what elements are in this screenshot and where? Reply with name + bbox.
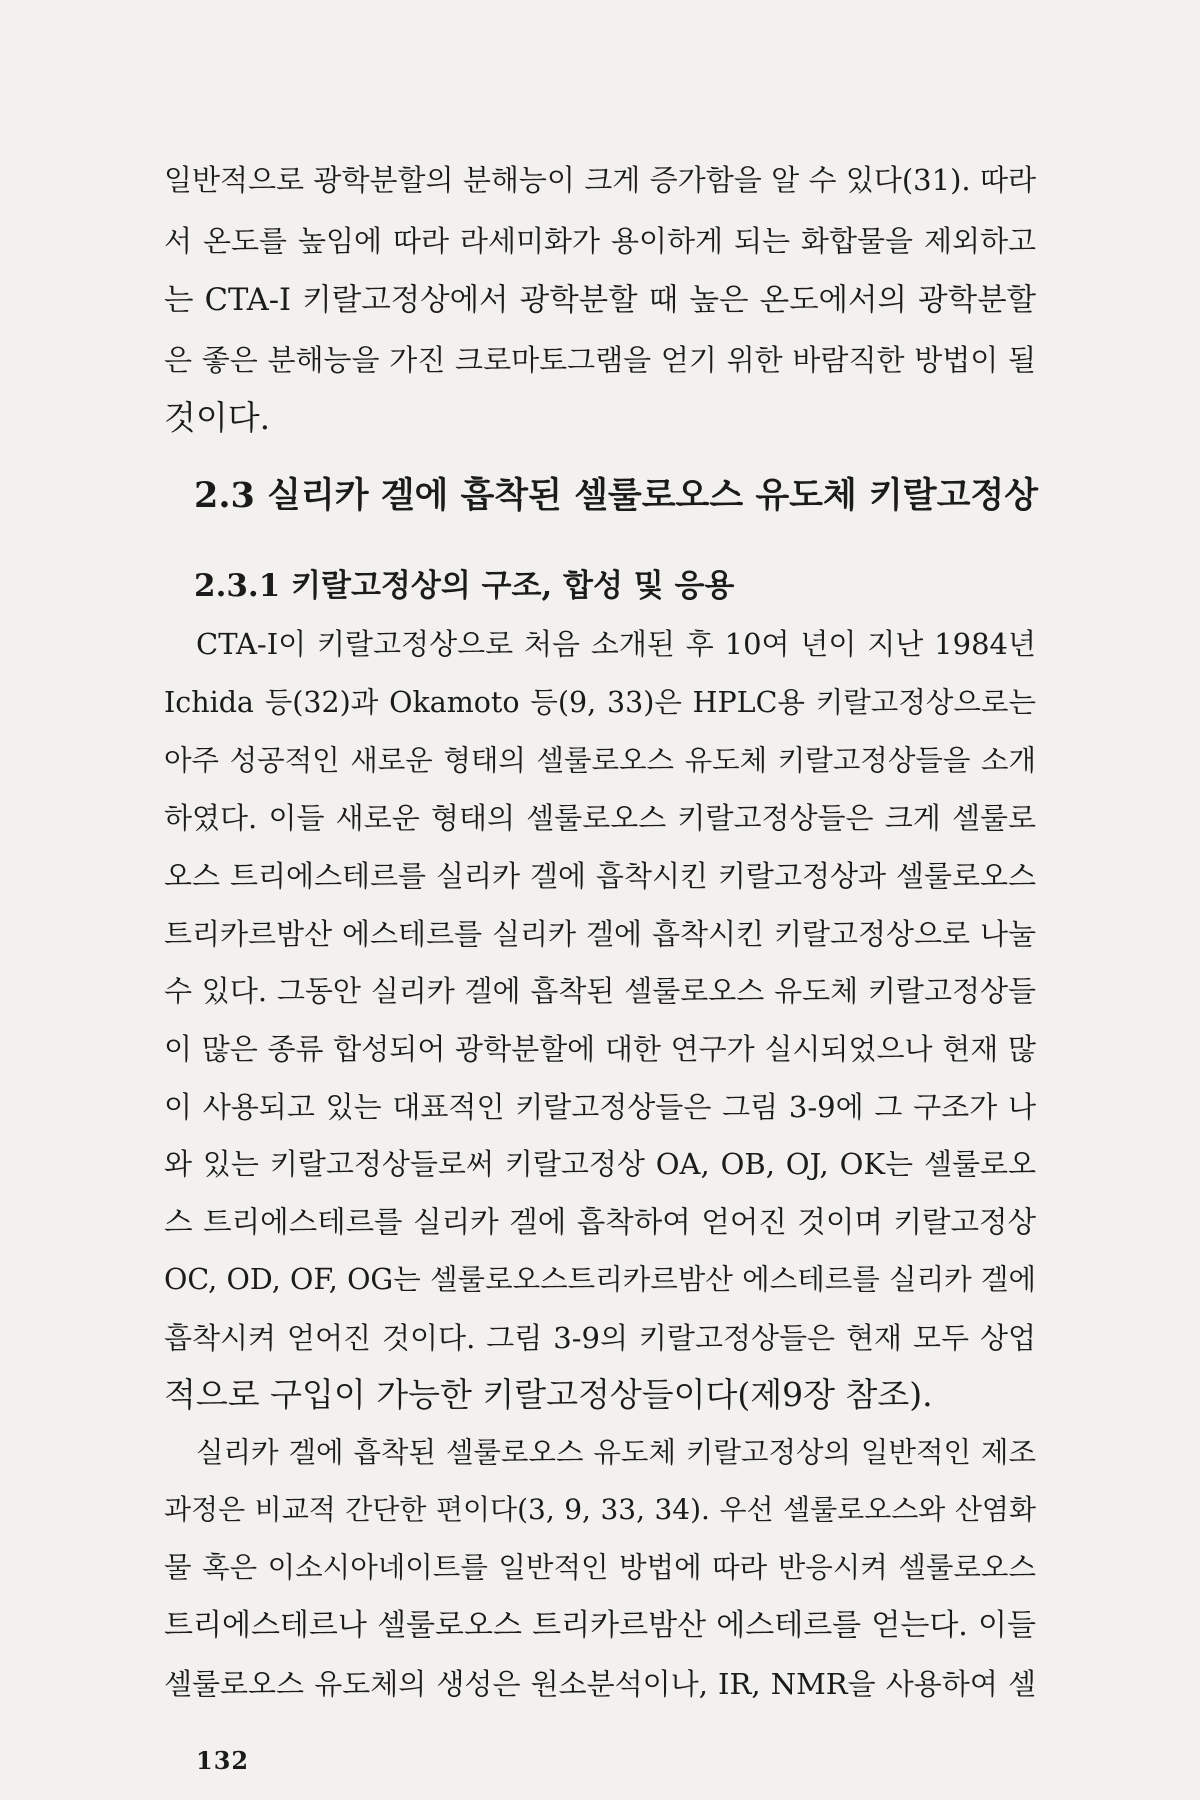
section-heading: 2.3 실리카 겔에 흡착된 셀룰로오스 유도체 키랄고정상 [194, 475, 1039, 516]
paragraph-2-line-12: OC, OD, OF, OG는 셀룰로오스트리카르밤산 에스테르를 실리카 겔에 [164, 1263, 1036, 1296]
paragraph-2-line-2: Ichida 등(32)과 Okamoto 등(9, 33)은 HPLC용 키랄고정상으로는 [164, 686, 1036, 719]
paragraph-3-line-4: 트리에스테르나 셀룰로오스 트리카르밤산 에스테르를 얻는다. 이들 [164, 1608, 1036, 1643]
paragraph-1-line-3: 는 CTA-I 키랄고정상에서 광학분할 때 높은 온도에서의 광학분할 [164, 283, 1036, 318]
paragraph-2-line-3: 아주 성공적인 새로운 형태의 셀룰로오스 유도체 키랄고정상들을 소개 [164, 744, 1036, 777]
paragraph-2-line-13: 흡착시켜 얻어진 것이다. 그림 3-9의 키랄고정상들은 현재 모두 상업 [164, 1321, 1036, 1355]
paragraph-3-line-3: 물 혹은 이소시아네이트를 일반적인 방법에 따라 반응시켜 셀룰로오스 [164, 1551, 1036, 1584]
paragraph-2-line-4: 하였다. 이들 새로운 형태의 셀룰로오스 키랄고정상들은 크게 셀룰로 [164, 801, 1036, 835]
paragraph-2-line-11: 스 트리에스테르를 실리카 겔에 흡착하여 얻어진 것이며 키랄고정상 [164, 1205, 1036, 1239]
paragraph-2-line-7: 수 있다. 그동안 실리카 겔에 흡착된 셀룰로오스 유도체 키랄고정상들 [164, 974, 1036, 1008]
page-number: 132 [196, 1746, 250, 1775]
paragraph-3-line-5: 셀룰로오스 유도체의 생성은 원소분석이나, IR, NMR을 사용하여 셀 [164, 1667, 1036, 1701]
paragraph-2-line-1: CTA-I이 키랄고정상으로 처음 소개된 후 10여 년이 지난 1984년 [196, 627, 1036, 661]
paragraph-3-line-1: 실리카 겔에 흡착된 셀룰로오스 유도체 키랄고정상의 일반적인 제조 [196, 1436, 1036, 1469]
paragraph-2-line-9: 이 사용되고 있는 대표적인 키랄고정상들은 그림 3-9에 그 구조가 나 [164, 1090, 1036, 1124]
paragraph-1-line-2: 서 온도를 높임에 따라 라세미화가 용이하게 되는 화합물을 제외하고 [164, 224, 1036, 258]
paragraph-1-line-1: 일반적으로 광학분할의 분해능이 크게 증가함을 알 수 있다(31). 따라 [164, 163, 1036, 197]
paragraph-2-line-5: 오스 트리에스테르를 실리카 겔에 흡착시킨 키랄고정상과 셀룰로오스 [164, 859, 1036, 893]
paragraph-1-line-5: 것이다. [164, 398, 271, 437]
paragraph-2-line-8: 이 많은 종류 합성되어 광학분할에 대한 연구가 실시되었으나 현재 많 [164, 1032, 1036, 1066]
paragraph-2-line-10: 와 있는 키랄고정상들로써 키랄고정상 OA, OB, OJ, OK는 셀룰로오 [164, 1147, 1036, 1181]
subsection-heading: 2.3.1 키랄고정상의 구조, 합성 및 응용 [194, 568, 735, 604]
paragraph-1-line-4: 은 좋은 분해능을 가진 크로마토그램을 얻기 위한 바람직한 방법이 될 [164, 343, 1036, 377]
paragraph-2-line-14: 적으로 구입이 가능한 키랄고정상들이다(제9장 참조). [164, 1375, 933, 1414]
paragraph-3-line-2: 과정은 비교적 간단한 편이다(3, 9, 33, 34). 우선 셀룰로오스와 산염화 [164, 1493, 1036, 1526]
paragraph-2-line-6: 트리카르밤산 에스테르를 실리카 겔에 흡착시킨 키랄고정상으로 나눌 [164, 917, 1036, 951]
